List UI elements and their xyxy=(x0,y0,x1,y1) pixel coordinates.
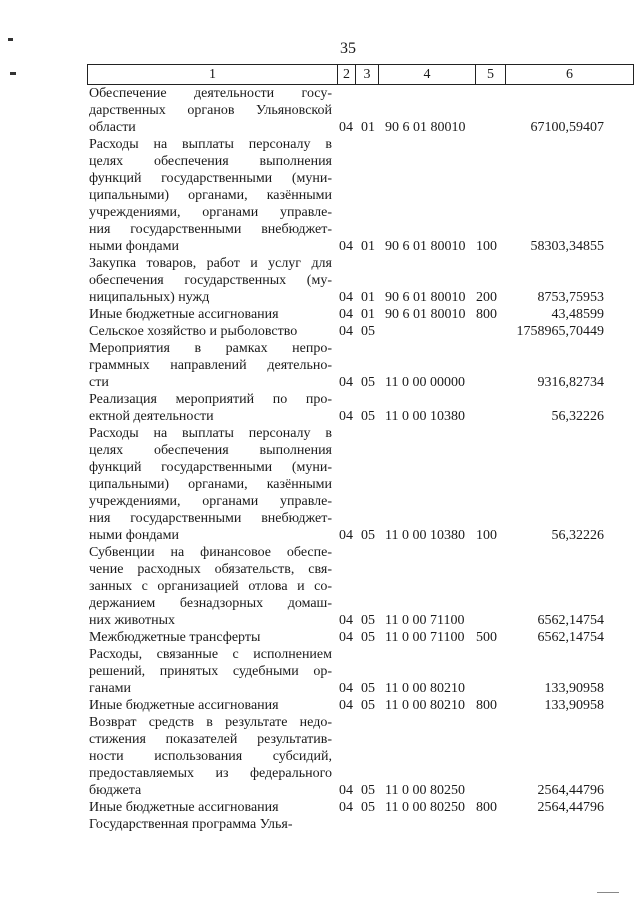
description-line: Межбюджетные трансферты xyxy=(89,630,261,645)
description-line: учреждениями, органами управле- xyxy=(89,494,332,509)
description-line: граммных направлений деятельно- xyxy=(89,358,332,373)
row-description xyxy=(89,816,332,833)
amount: 9316,82734 xyxy=(537,375,604,390)
section-code: 04 xyxy=(339,630,353,645)
amount: 133,90958 xyxy=(544,681,604,696)
target-article-code: 90 6 01 80010 xyxy=(385,120,466,135)
table-row xyxy=(0,425,640,544)
subsection-code: 05 xyxy=(361,681,375,696)
header-col-4: 4 xyxy=(378,65,475,84)
subsection-code: 05 xyxy=(361,800,375,815)
target-article-code: 90 6 01 80010 xyxy=(385,239,466,254)
amount: 56,32226 xyxy=(551,528,604,543)
page-number: 35 xyxy=(340,40,356,57)
target-article-code: 11 0 00 71100 xyxy=(385,630,465,645)
description-line: бюджета xyxy=(89,783,142,798)
row-description xyxy=(89,646,332,697)
section-code: 04 xyxy=(339,681,353,696)
section-code: 04 xyxy=(339,698,353,713)
subsection-code: 05 xyxy=(361,528,375,543)
table-row xyxy=(0,629,640,646)
table-header xyxy=(87,64,634,85)
target-article-code: 90 6 01 80010 xyxy=(385,290,466,305)
amount: 58303,34855 xyxy=(530,239,604,254)
description-line: целях обеспечения выполнения xyxy=(89,443,332,458)
table-row xyxy=(0,714,640,799)
description-line: Мероприятия в рамках непро- xyxy=(89,341,332,356)
target-article-code: 11 0 00 80210 xyxy=(385,681,465,696)
description-line: учреждениями, органами управле- xyxy=(89,205,332,220)
section-code: 04 xyxy=(339,800,353,815)
target-article-code: 11 0 00 10380 xyxy=(385,409,465,424)
description-line: ципальными) органами, казёнными xyxy=(89,188,332,203)
description-line: Закупка товаров, работ и услуг для xyxy=(89,256,332,271)
subsection-code: 05 xyxy=(361,630,375,645)
amount: 6562,14754 xyxy=(537,630,604,645)
row-description xyxy=(89,425,332,544)
row-description xyxy=(89,340,332,391)
header-col-1: 1 xyxy=(87,65,337,84)
subsection-code: 01 xyxy=(361,290,375,305)
row-description xyxy=(89,306,332,323)
description-line: ности использования субсидий, xyxy=(89,749,332,764)
section-code: 04 xyxy=(339,290,353,305)
header-col-2: 2 xyxy=(337,65,355,84)
description-line: занных с организацией отлова и со- xyxy=(89,579,332,594)
target-article-code: 11 0 00 71100 xyxy=(385,613,465,628)
subsection-code: 01 xyxy=(361,239,375,254)
row-description xyxy=(89,136,332,255)
target-article-code: 11 0 00 10380 xyxy=(385,528,465,543)
expense-type-code: 800 xyxy=(476,800,497,815)
table-row xyxy=(0,816,640,833)
description-line: стижения показателей результатив- xyxy=(89,732,332,747)
amount: 2564,44796 xyxy=(537,783,604,798)
amount: 6562,14754 xyxy=(537,613,604,628)
row-description xyxy=(89,697,332,714)
table-row xyxy=(0,799,640,816)
section-code: 04 xyxy=(339,307,353,322)
subsection-code: 05 xyxy=(361,783,375,798)
row-description xyxy=(89,391,332,425)
target-article-code: 11 0 00 80250 xyxy=(385,800,465,815)
description-line: ния государственными внебюджет- xyxy=(89,222,332,237)
description-line: Обеспечение деятельности госу- xyxy=(89,86,332,101)
table-row xyxy=(0,340,640,391)
subsection-code: 05 xyxy=(361,324,375,339)
header-col-5: 5 xyxy=(475,65,505,84)
description-line: предоставляемых из федерального xyxy=(89,766,332,781)
row-description xyxy=(89,255,332,306)
description-line: Расходы на выплаты персоналу в xyxy=(89,426,332,441)
table-row xyxy=(0,323,640,340)
description-line: них животных xyxy=(89,613,175,628)
target-article-code: 11 0 00 00000 xyxy=(385,375,465,390)
row-description xyxy=(89,714,332,799)
section-code: 04 xyxy=(339,613,353,628)
target-article-code: 90 6 01 80010 xyxy=(385,307,466,322)
description-line: ципальными) органами, казёнными xyxy=(89,477,332,492)
table-row xyxy=(0,697,640,714)
subsection-code: 05 xyxy=(361,375,375,390)
description-line: Возврат средств в результате недо- xyxy=(89,715,332,730)
row-description xyxy=(89,323,332,340)
amount: 67100,59407 xyxy=(530,120,604,135)
description-line: функций государственными (муни- xyxy=(89,171,332,186)
header-col-3: 3 xyxy=(355,65,378,84)
description-line: функций государственными (муни- xyxy=(89,460,332,475)
target-article-code: 11 0 00 80250 xyxy=(385,783,465,798)
amount: 2564,44796 xyxy=(537,800,604,815)
description-line: решений, принятых судебными ор- xyxy=(89,664,332,679)
section-code: 04 xyxy=(339,375,353,390)
description-line: Государственная программа Улья- xyxy=(89,817,293,832)
subsection-code: 05 xyxy=(361,698,375,713)
expense-type-code: 100 xyxy=(476,528,497,543)
subsection-code: 05 xyxy=(361,613,375,628)
subsection-code: 05 xyxy=(361,409,375,424)
description-line: целях обеспечения выполнения xyxy=(89,154,332,169)
description-line: Иные бюджетные ассигнования xyxy=(89,800,279,815)
expense-type-code: 800 xyxy=(476,698,497,713)
target-article-code: 11 0 00 80210 xyxy=(385,698,465,713)
row-description xyxy=(89,85,332,136)
description-line: Иные бюджетные ассигнования xyxy=(89,698,279,713)
amount: 133,90958 xyxy=(544,698,604,713)
section-code: 04 xyxy=(339,239,353,254)
expense-type-code: 100 xyxy=(476,239,497,254)
table-row xyxy=(0,255,640,306)
scan-speck xyxy=(597,892,619,893)
description-line: Расходы, связанные с исполнением xyxy=(89,647,332,662)
description-line: держанием безнадзорных домаш- xyxy=(89,596,332,611)
description-line: сти xyxy=(89,375,109,390)
row-description xyxy=(89,799,332,816)
description-line: ными фондами xyxy=(89,528,180,543)
section-code: 04 xyxy=(339,783,353,798)
table-row xyxy=(0,391,640,425)
section-code: 04 xyxy=(339,120,353,135)
amount: 1758965,70449 xyxy=(516,324,604,339)
header-col-6: 6 xyxy=(505,65,634,84)
amount: 43,48599 xyxy=(551,307,604,322)
description-line: Реализация мероприятий по про- xyxy=(89,392,332,407)
description-line: области xyxy=(89,120,136,135)
description-line: дарственных органов Ульяновской xyxy=(89,103,332,118)
amount: 56,32226 xyxy=(551,409,604,424)
description-line: обеспечения государственных (му- xyxy=(89,273,332,288)
table-row xyxy=(0,306,640,323)
section-code: 04 xyxy=(339,528,353,543)
description-line: чение расходных обязательств, свя- xyxy=(89,562,332,577)
description-line: ния государственными внебюджет- xyxy=(89,511,332,526)
section-code: 04 xyxy=(339,409,353,424)
row-description xyxy=(89,629,332,646)
expense-type-code: 500 xyxy=(476,630,497,645)
description-line: ектной деятельности xyxy=(89,409,214,424)
expense-type-code: 200 xyxy=(476,290,497,305)
description-line: Расходы на выплаты персоналу в xyxy=(89,137,332,152)
description-line: Сельское хозяйство и рыболовство xyxy=(89,324,298,339)
table-row xyxy=(0,85,640,136)
description-line: Иные бюджетные ассигнования xyxy=(89,307,279,322)
description-line: ниципальных) нужд xyxy=(89,290,210,305)
amount: 8753,75953 xyxy=(537,290,604,305)
expense-type-code: 800 xyxy=(476,307,497,322)
row-description xyxy=(89,544,332,629)
description-line: ными фондами xyxy=(89,239,180,254)
table-row xyxy=(0,646,640,697)
description-line: Субвенции на финансовое обеспе- xyxy=(89,545,332,560)
scan-speck xyxy=(10,72,16,75)
subsection-code: 01 xyxy=(361,307,375,322)
description-line: ганами xyxy=(89,681,132,696)
section-code: 04 xyxy=(339,324,353,339)
table-row xyxy=(0,136,640,255)
subsection-code: 01 xyxy=(361,120,375,135)
table-row xyxy=(0,544,640,629)
